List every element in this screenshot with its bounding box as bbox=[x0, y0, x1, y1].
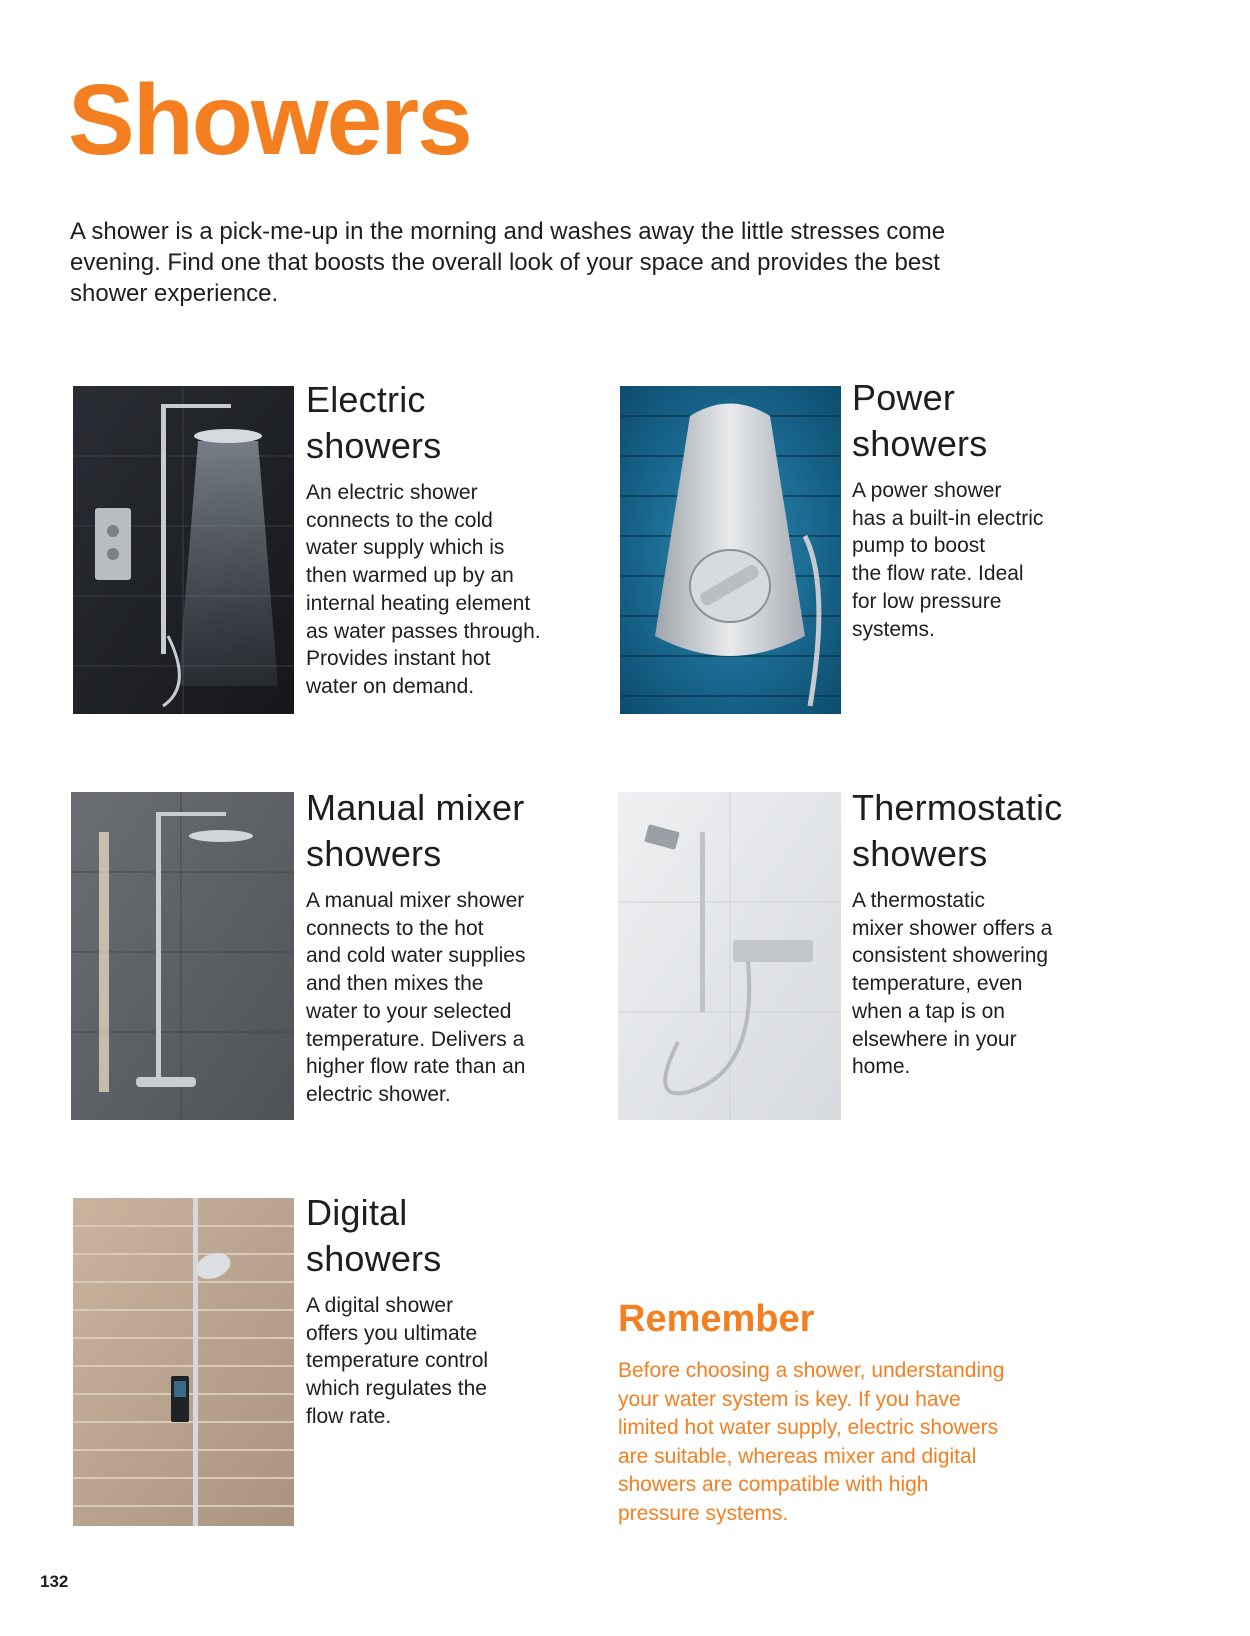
power-showers-heading: Power showers bbox=[852, 377, 988, 464]
digital-shower-photo bbox=[73, 1198, 294, 1526]
electric-showers-text: An electric shower connects to the cold water supply which is then warmed up by an internal heating element as water passes through. Provides instant hot water on demand. bbox=[306, 481, 541, 698]
remember-heading: Remember bbox=[618, 1298, 815, 1340]
digital-showers-heading: Digital showers bbox=[306, 1192, 442, 1279]
thermostatic-showers-heading: Thermostatic showers bbox=[852, 787, 1063, 874]
electric-showers-section bbox=[306, 377, 596, 701]
power-showers-section bbox=[852, 375, 1142, 643]
page-title: Showers bbox=[68, 64, 471, 176]
digital-showers-section bbox=[306, 1190, 596, 1431]
page-number: 132 bbox=[40, 1572, 69, 1591]
manual-mixer-showers-heading: Manual mixer showers bbox=[306, 787, 525, 874]
electric-showers-heading: Electric showers bbox=[306, 379, 442, 466]
thermostatic-showers-section bbox=[852, 785, 1152, 1081]
power-shower-photo bbox=[620, 386, 841, 714]
manual-mixer-showers-section bbox=[306, 785, 596, 1109]
digital-showers-text: A digital shower offers you ultimate temperature control which regulates the flow rate. bbox=[306, 1294, 489, 1428]
intro-paragraph: A shower is a pick-me-up in the morning and washes away the little stresses come evening. Find one that boosts the overall look of your space and provides the best shower experience. bbox=[70, 218, 946, 307]
thermostatic-showers-text: A thermostatic mixer shower offers a consistent showering temperature, even when a tap is on elsewhere in your home. bbox=[852, 889, 1053, 1079]
power-showers-text: A power shower has a built-in electric pump to boost the flow rate. Ideal for low pressure systems. bbox=[852, 479, 1044, 641]
manual-mixer-shower-photo bbox=[71, 792, 294, 1120]
manual-mixer-showers-text: A manual mixer shower connects to the hot and cold water supplies and then mixes the water to your selected temperature. Delivers a higher flow rate than an electric shower. bbox=[306, 889, 526, 1106]
thermostatic-shower-photo bbox=[618, 792, 841, 1120]
electric-shower-photo bbox=[73, 386, 294, 714]
remember-text: Before choosing a shower, understanding your water system is key. If you have limited hot water supply, electric showers are suitable, whereas mixer and digital showers are compatible with high pressure systems. bbox=[618, 1359, 1005, 1525]
